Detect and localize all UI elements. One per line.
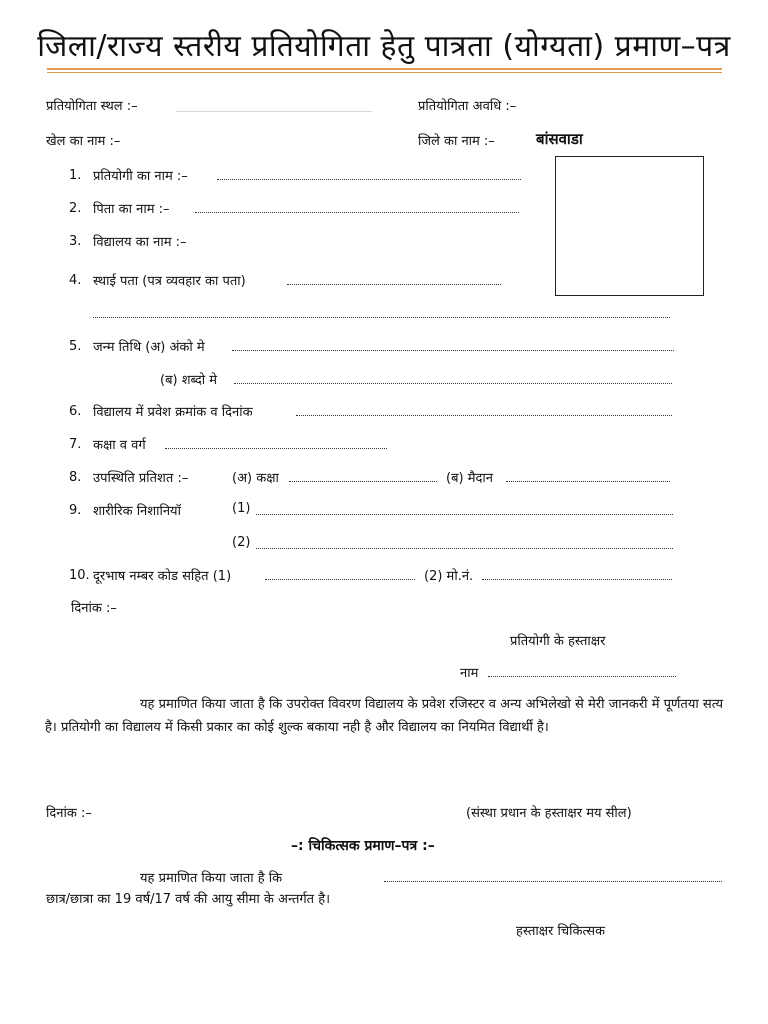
phone-field[interactable] [265,578,415,580]
address-field-line2[interactable] [93,316,670,318]
sport-label: खेल का नाम :– [46,134,121,149]
phone-label: दूरभाष नम्बर कोड सहित (1) [93,569,232,584]
field-number: 4. [69,273,82,288]
principal-signature-label: (संस्था प्रधान के हस्ताक्षर मय सील) [466,806,632,821]
field-number: 6. [69,404,82,419]
district-value: बांसवाडा [536,130,583,148]
title-underline-thin [47,72,722,73]
venue-label: प्रतियोगिता स्थल :– [46,99,138,114]
title-underline [47,68,722,70]
certification-text: यह प्रमाणित किया जाता है कि उपरोक्त विवरण विद्यालय के प्रवेश रजिस्टर व अन्य अभिलेखो से मेरी जानकरी में पूर्णतया सत्य है। प्रतियोगी का विद्यालय में किसी प्रकार का कोई शुल्क बकाया नही है और विद्यालय का नियमित विद्यार्थी है। [45,697,723,735]
class-label: कक्षा व वर्ग [93,438,146,453]
page-title: जिला/राज्य स्तरीय प्रतियोगिता हेतु पात्रता (योग्यता) प्रमाण–पत्र [37,29,731,64]
father-name-label: पिता का नाम :– [93,202,170,217]
attendance-label: उपस्थिति प्रतिशत :– [93,471,189,486]
name-label: नाम [460,666,479,681]
admission-field[interactable] [296,414,672,416]
medical-text-line2: छात्र/छात्रा का 19 वर्ष/17 वर्ष की आयु सीमा के अन्तर्गत है। [46,892,331,907]
participant-name-label: प्रतियोगी का नाम :– [93,169,188,184]
district-label: जिले का नाम :– [418,134,495,149]
date-label-2: दिनांक :– [46,806,92,821]
identification-marks-label: शारीरिक निशानियॉ [93,504,181,519]
dob-words-label: (ब) शब्दो मे [160,373,218,388]
field-number: 10. [69,568,90,583]
field-number: 1. [69,168,82,183]
date-label: दिनांक :– [71,601,117,616]
field-number: 2. [69,201,82,216]
field-number: 5. [69,339,82,354]
mark-1-field[interactable] [256,513,673,515]
attendance-class-field[interactable] [289,480,437,482]
dob-figures-field[interactable] [232,349,674,351]
dob-words-field[interactable] [234,382,672,384]
father-name-field[interactable] [195,211,519,213]
medical-certificate-heading: –: चिकित्सक प्रमाण–पत्र :– [291,838,435,854]
medical-name-field[interactable] [384,880,722,882]
mobile-label: (2) मो.नं. [424,569,474,584]
class-field[interactable] [165,447,387,449]
field-number: 8. [69,470,82,485]
participant-name-field[interactable] [217,178,521,180]
name-field[interactable] [488,675,676,677]
admission-label: विद्यालय में प्रवेश क्रमांक व दिनांक [93,405,253,420]
dob-figures-label: जन्म तिथि (अ) अंको मे [93,340,205,355]
certification-paragraph [45,693,723,739]
attendance-ground-field[interactable] [506,480,670,482]
mark-1-label: (1) [232,501,251,516]
participant-signature-label: प्रतियोगी के हस्ताक्षर [510,634,606,649]
field-number: 9. [69,503,82,518]
medical-text-line1: यह प्रमाणित किया जाता है कि [140,871,283,886]
address-field[interactable] [287,283,501,285]
duration-label: प्रतियोगिता अवधि :– [418,99,517,114]
mobile-field[interactable] [482,578,672,580]
mark-2-label: (2) [232,535,251,550]
attendance-class-label: (अ) कक्षा [232,471,279,486]
attendance-ground-label: (ब) मैदान [446,471,493,486]
field-number: 7. [69,437,82,452]
school-name-label: विद्यालय का नाम :– [93,235,187,250]
doctor-signature-label: हस्ताक्षर चिकित्सक [516,924,605,939]
field-number: 3. [69,234,82,249]
address-label: स्थाई पता (पत्र व्यवहार का पता) [93,274,246,289]
venue-field[interactable] [176,110,372,112]
photo-box[interactable] [555,156,704,296]
mark-2-field[interactable] [256,547,673,549]
